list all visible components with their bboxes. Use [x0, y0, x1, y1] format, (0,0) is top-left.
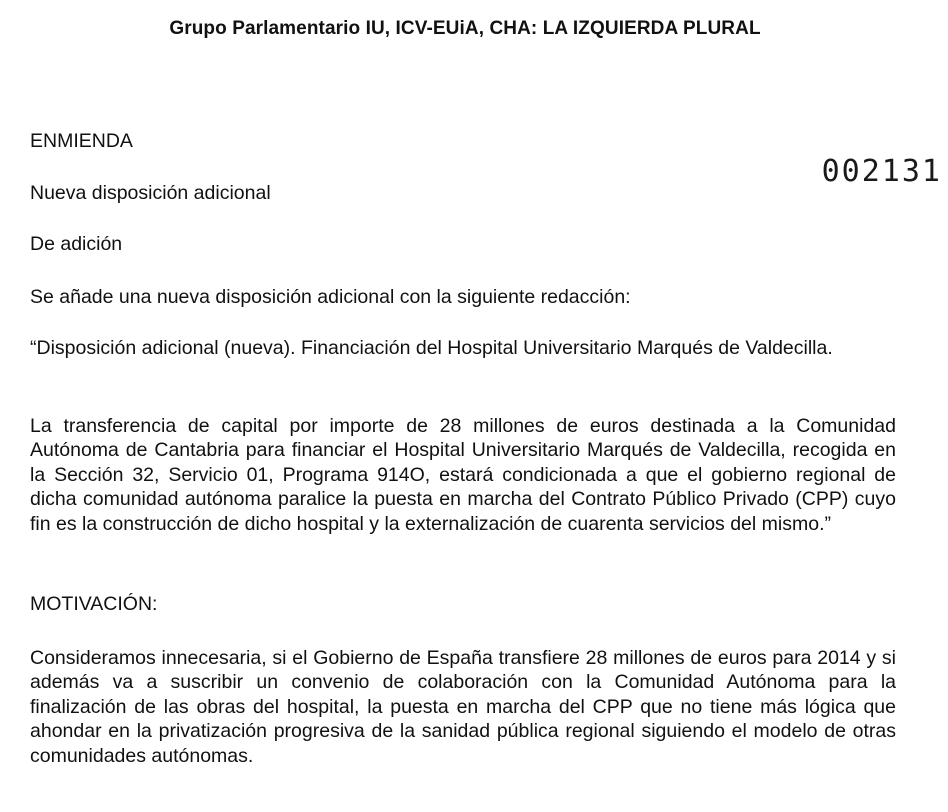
document-heading: ENMIENDA [30, 130, 133, 152]
intro-text: Se añade una nueva disposición adicional con la siguiente redacción: [30, 286, 631, 308]
document-subtitle: Nueva disposición adicional [30, 182, 271, 204]
amendment-type: De adición [30, 233, 123, 255]
provision-title: “Disposición adicional (nueva). Financiación del Hospital Universitario Marqués de Valdecilla. [30, 337, 833, 359]
motivation-heading: MOTIVACIÓN: [30, 593, 158, 615]
motivation-text: Consideramos innecesaria, si el Gobierno de España transfiere 28 millones de euros para 2014 y si además va a suscribir un convenio de colaboración con la Comunidad Autónoma para la finalización de las obras del hospital, la puesta en marcha del CPP que no tiene más lógica que ahondar en la privatización progresiva de la sanidad pública regional siguiendo el modelo de otras comunidades autónomas. [30, 647, 896, 767]
provision-text: La transferencia de capital por importe de 28 millones de euros destinada a la Comunidad Autónoma de Cantabria para financiar el Hospital Universitario Marqués de Valdecilla, recogida en la Sección 32, Servicio 01, Programa 914O, estará condicionada a que el gobierno regional de dicha comunidad autónoma paralice la puesta en marcha del Contrato Público Privado (CPP) cuyo fin es la construcción de dicho hospital y la externalización de cuarenta servicios del mismo.” [30, 415, 896, 535]
registration-number-stamp: 002131 [821, 154, 942, 189]
document-header: Grupo Parlamentario IU, ICV-EUiA, CHA: LA IZQUIERDA PLURAL [169, 18, 761, 39]
